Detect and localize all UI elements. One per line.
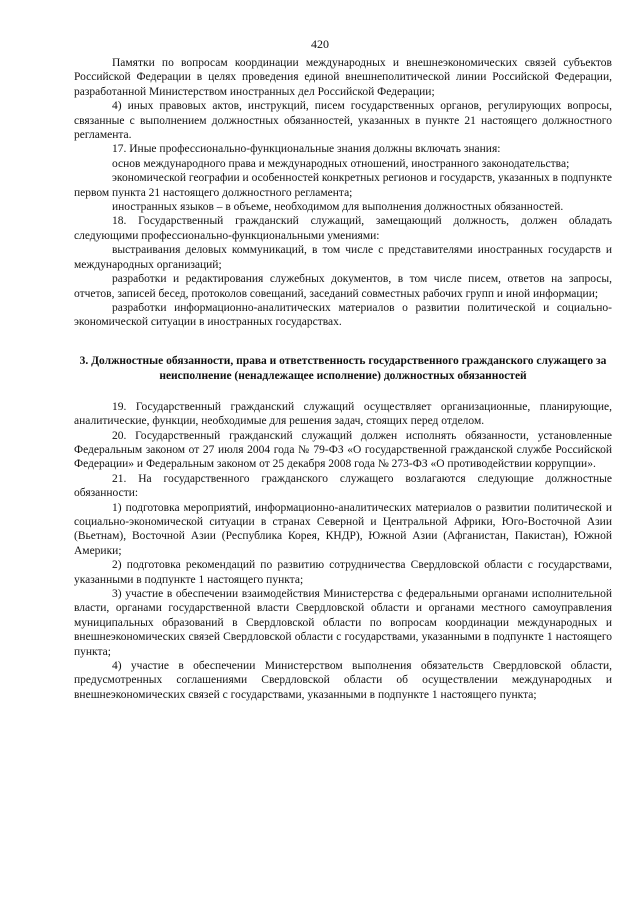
paragraph: 4) иных правовых актов, инструкций, писем государственных органов, регулирующих вопросы, связанные с выполнением должностных обязанностей, указанных в пункте 21 настоящего должностного регламента. [74,100,612,142]
list-item: 3) участие в обеспечении взаимодействия Министерства с федеральными органами исполнительной власти, органами государственной власти Свердловской области и органами местного самоуправления муниципальных образований в Свердловской области по вопросам координации международных и внешнеэкономических связей Свердловской области с государствами, указанными в подпункте 1 настоящего пункта; [74,588,612,658]
paragraph: 19. Государственный гражданский служащий осуществляет организационные, планирующие, аналитические, функции, необходимые для решения задач, стоящих перед отделом. [74,400,612,428]
section-heading: 3. Должностные обязанности, права и ответственность государственного гражданского служащего за неисполнение (ненадлежащее исполнение) должностных обязанностей [79,354,607,382]
paragraph: 18. Государственный гражданский служащий, замещающий должность, должен обладать следующими профессионально-функциональными умениями: [74,215,612,242]
list-item: 4) участие в обеспечении Министерством выполнения обязательств Свердловской области, предусмотренных соглашениями Свердловской области об осуществлении международных и внешнеэкономических связей с государствами, указанными в подпункте 1 настоящего пункта; [74,660,612,701]
paragraph: разработки и редактирования служебных документов, в том числе писем, ответов на запросы, отчетов, записей бесед, протоколов совещаний, заседаний совместных рабочих групп и иной информации; [74,273,612,300]
paragraph: иностранных языков – в объеме, необходимом для выполнения должностных обязанностей. [112,201,564,214]
paragraph: 21. На государственного гражданского служащего возлагаются следующие должностные обязанности: [74,472,612,500]
paragraph: основ международного права и международных отношений, иностранного законодательства; [112,157,570,170]
paragraph: 17. Иные профессионально-функциональные знания должны включать знания: [112,143,501,156]
paragraph: выстраивания деловых коммуникаций, в том числе с представителями иностранных государств и международных организаций; [74,244,612,271]
list-item: 1) подготовка мероприятий, информационно-аналитических материалов о развитии политической и социально-экономической ситуации в странах Северной и Центральной Африки, Юго-Восточной Азии (Вьетнам), Восточной Азии (Республика Корея, КНДР), Южной Азии (Афганистан, Пакистан), Южной Америки; [74,501,612,557]
spacer [74,384,612,400]
list-item: 2) подготовка рекомендаций по развитию сотрудничества Свердловской области с государствами, указанными в подпункте 1 настоящего пункта; [74,559,612,586]
page-number: 420 [311,37,329,51]
paragraph: экономической географии и особенностей конкретных регионов и государств, указанных в подпункте первом пункта 21 настоящего должностного регламента; [74,172,612,199]
paragraph: Памятки по вопросам координации международных и внешнеэкономических связей субъектов Российской Федерации в целях проведения единой внешнеполитической линии Российской Федерации, разработанной Министерством иностранных дел Российской Федерации; [74,57,612,98]
paragraph: разработки информационно-аналитических материалов о развитии политической и социально-экономической ситуации в иностранных государствах. [74,301,612,329]
document-body [74,56,612,702]
spacer [74,330,612,354]
paragraph: 20. Государственный гражданский служащий должен исполнять обязанности, установленные Федеральным законом от 27 июля 2004 года № 79-ФЗ «О государственной гражданской службе Российской Федерации» и Федеральным законом от 25 декабря 2008 года № 273-ФЗ «О противодействии коррупции». [74,429,612,471]
